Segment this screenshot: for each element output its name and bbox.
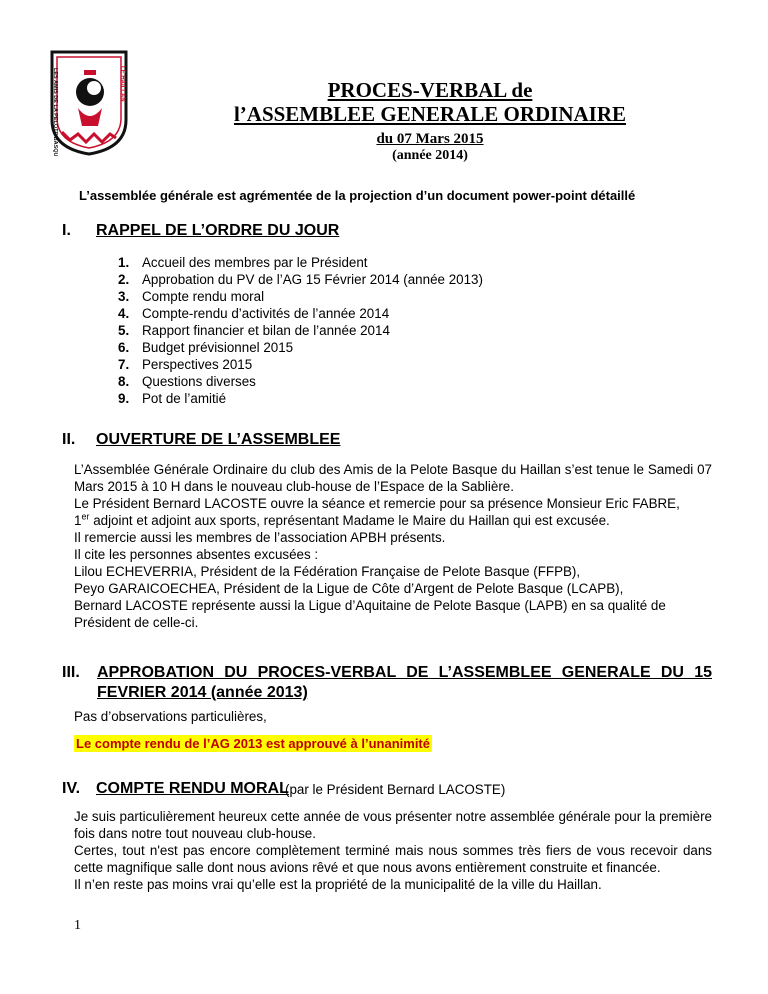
svg-text:LE HAILLAN: LE HAILLAN (119, 66, 125, 102)
paragraph: Peyo GARAICOECHEA, Président de la Ligue de Côte d’Argent de Pelote Basque (LCAPB), (74, 581, 624, 596)
paragraph: Le Président Bernard LACOSTE ouvre la séance et remercie pour sa présence Monsieur Eric FABRE, (74, 496, 680, 511)
club-logo (48, 48, 130, 156)
list-item: 4. Compte-rendu d’activités de l’année 2014 (118, 306, 390, 321)
document-title-block (150, 78, 710, 164)
approval-highlight: Le compte rendu de l’AG 2013 est approuvé à l’unanimité (76, 736, 430, 751)
paragraph: 1er adjoint et adjoint aux sports, représentant Madame le Maire du Haillan qui est excusée. (74, 511, 610, 528)
list-item: 3. Compte rendu moral (118, 289, 265, 304)
list-item: 5. Rapport financier et bilan de l’année 2014 (118, 323, 390, 338)
list-item: 1. Accueil des membres par le Président (118, 255, 368, 270)
logo-right-text (119, 66, 125, 102)
paragraph: Il n’en reste pas moins vrai qu’elle est la propriété de la municipalité de la ville du Haillan. (74, 877, 602, 892)
svg-text:LES AMIS DE LA PELOTE BASQUE: LES AMIS DE LA PELOTE BASQUE (52, 68, 58, 156)
title-line1: PROCES-VERBAL de (327, 78, 533, 102)
section-3-observation: Pas d’observations particulières, (74, 709, 267, 724)
section-2-body (74, 461, 712, 631)
list-item: 8. Questions diverses (118, 374, 256, 389)
paragraph: Il cite les personnes absentes excusées : (74, 547, 319, 562)
list-item: 6. Budget prévisionnel 2015 (118, 340, 294, 355)
list-item: 2. Approbation du PV de l’AG 15 Février 2014 (année 2013) (118, 272, 483, 287)
paragraph: Lilou ECHEVERRIA, Président de la Fédération Française de Pelote Basque (FFPB), (74, 564, 581, 579)
title-line2: l’ASSEMBLEE GENERALE ORDINAIRE (233, 102, 627, 126)
page-number: 1 (74, 918, 81, 933)
intro-note: L’assemblée générale est agrémentée de la projection d’un document power-point détaillé (79, 188, 636, 203)
meeting-year: (année 2014) (392, 148, 468, 163)
agenda-list (118, 254, 598, 407)
paragraph: Je suis particulièrement heureux cette année de vous présenter notre assemblée générale pour la première fois dans notre tout nouveau club-house. (74, 809, 712, 841)
paragraph: L’Assemblée Générale Ordinaire du club des Amis de la Pelote Basque du Haillan s’est tenue le Samedi 07 Mars 2015 à 10 H dans le nouveau club-house de l’Espace de la Sablière. (74, 462, 712, 494)
logo-left-text (52, 68, 58, 156)
paragraph: Certes, tout n'est pas encore complètement terminé mais nous sommes très fiers de vous recevoir dans cette magnifique salle dont nous avions rêvé et que nous avons entièrement construite et financée. (74, 843, 712, 875)
section-4-body (74, 808, 712, 893)
paragraph: Bernard LACOSTE représente aussi la Ligue d’Aquitaine de Pelote Basque (LAPB) en sa qualité de Président de celle-ci. (74, 598, 666, 630)
list-item: 9. Pot de l’amitié (118, 391, 227, 406)
list-item: 7. Perspectives 2015 (118, 357, 253, 372)
section-4-subtitle: (par le Président Bernard LACOSTE) (285, 782, 506, 797)
meeting-date: du 07 Mars 2015 (376, 131, 484, 147)
paragraph: Il remercie aussi les membres de l’association APBH présents. (74, 530, 446, 545)
